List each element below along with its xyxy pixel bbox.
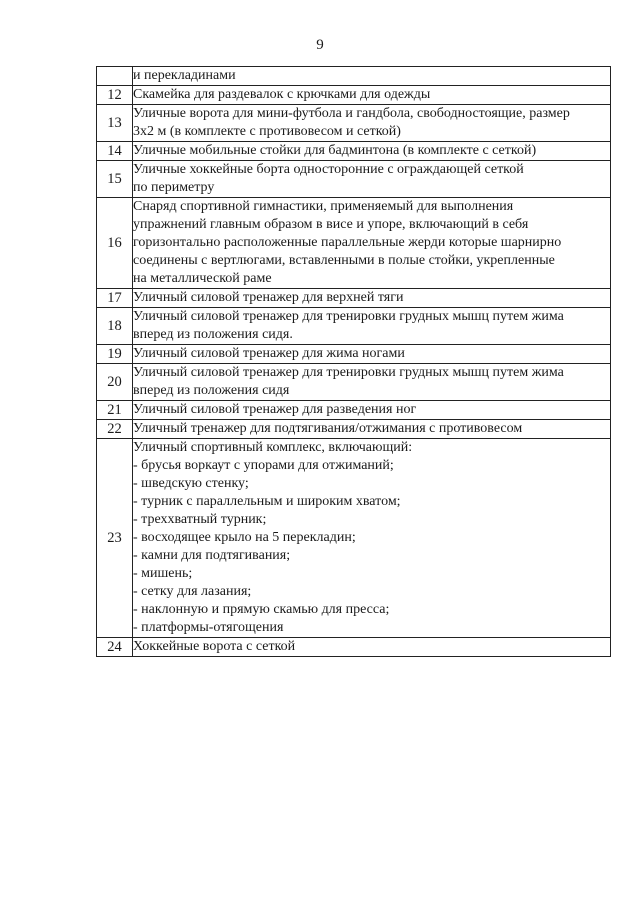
table-row [97, 67, 611, 86]
row-number: 17 [97, 289, 133, 308]
row-number: 23 [97, 439, 133, 638]
row-description [133, 401, 611, 420]
description-line: - мишень; [133, 566, 193, 581]
row-description [133, 420, 611, 439]
page-number: 9 [316, 37, 324, 53]
description-line: - наклонную и прямую скамью для пресса; [133, 602, 390, 617]
table-row [97, 289, 611, 308]
row-description [133, 364, 611, 401]
row-number: 16 [97, 198, 133, 289]
description-line: Скамейка для раздевалок с крючками для одежды [133, 87, 431, 102]
table-row [97, 345, 611, 364]
row-number: 18 [97, 308, 133, 345]
description-line: - сетку для лазания; [133, 584, 252, 599]
row-number: 21 [97, 401, 133, 420]
description-line: на металлической раме [133, 271, 272, 286]
description-line: - брусья воркаут с упорами для отжиманий; [133, 458, 394, 473]
row-number: 13 [97, 105, 133, 142]
row-description [133, 142, 611, 161]
description-line: горизонтально расположенные параллельные жерди которые шарнирно [133, 235, 562, 250]
row-number: 15 [97, 161, 133, 198]
table-row [97, 439, 611, 638]
description-line: Уличный силовой тренажер для тренировки грудных мышц путем жима [133, 309, 564, 324]
equipment-table-body [97, 67, 611, 657]
row-number: 19 [97, 345, 133, 364]
row-number: 20 [97, 364, 133, 401]
row-description [133, 67, 611, 86]
description-line: соединены с вертлюгами, вставленными в полые стойки, укрепленные [133, 253, 555, 268]
description-line: Снаряд спортивной гимнастики, применяемый для выполнения [133, 199, 514, 214]
equipment-table [96, 66, 611, 657]
description-line: Уличные хоккейные борта односторонние с ограждающей сеткой [133, 162, 524, 177]
description-line: Уличный силовой тренажер для верхней тяги [133, 290, 404, 305]
row-description [133, 86, 611, 105]
description-line: Уличный силовой тренажер для тренировки грудных мышц путем жима [133, 365, 564, 380]
description-line: вперед из положения сидя. [133, 327, 293, 342]
table-row [97, 142, 611, 161]
description-line: - турник с параллельным и широким хватом; [133, 494, 401, 509]
table-row [97, 638, 611, 657]
row-description [133, 439, 611, 638]
description-line: по периметру [133, 180, 215, 195]
row-number: 24 [97, 638, 133, 657]
description-line: Уличные мобильные стойки для бадминтона (в комплекте с сеткой) [133, 143, 537, 158]
description-line: вперед из положения сидя [133, 383, 290, 398]
description-line: 3х2 м (в комплекте с противовесом и сеткой) [133, 124, 401, 139]
row-number: 12 [97, 86, 133, 105]
table-row [97, 198, 611, 289]
row-description [133, 345, 611, 364]
description-line: - шведскую стенку; [133, 476, 249, 491]
row-number: 22 [97, 420, 133, 439]
row-description [133, 638, 611, 657]
row-description [133, 161, 611, 198]
description-line: - платформы-отягощения [133, 620, 284, 635]
description-line: Уличный тренажер для подтягивания/отжимания с противовесом [133, 421, 523, 436]
description-line: Уличный силовой тренажер для разведения ног [133, 402, 417, 417]
row-number [97, 67, 133, 86]
table-row [97, 86, 611, 105]
row-description [133, 289, 611, 308]
description-line: - восходящее крыло на 5 перекладин; [133, 530, 356, 545]
table-row [97, 105, 611, 142]
description-line: Уличный спортивный комплекс, включающий: [133, 440, 413, 455]
table-row [97, 364, 611, 401]
description-line: Уличный силовой тренажер для жима ногами [133, 346, 405, 361]
description-line: упражнений главным образом в висе и упоре, включающий в себя [133, 217, 529, 232]
table-row [97, 401, 611, 420]
description-line: Хоккейные ворота с сеткой [133, 639, 296, 654]
description-line: - треххватный турник; [133, 512, 267, 527]
row-description [133, 105, 611, 142]
row-description [133, 308, 611, 345]
table-row [97, 420, 611, 439]
table-row [97, 161, 611, 198]
row-number: 14 [97, 142, 133, 161]
description-line: - камни для подтягивания; [133, 548, 291, 563]
description-line: и перекладинами [133, 68, 236, 83]
row-description [133, 198, 611, 289]
table-row [97, 308, 611, 345]
description-line: Уличные ворота для мини-футбола и гандбола, свободностоящие, размер [133, 106, 570, 121]
